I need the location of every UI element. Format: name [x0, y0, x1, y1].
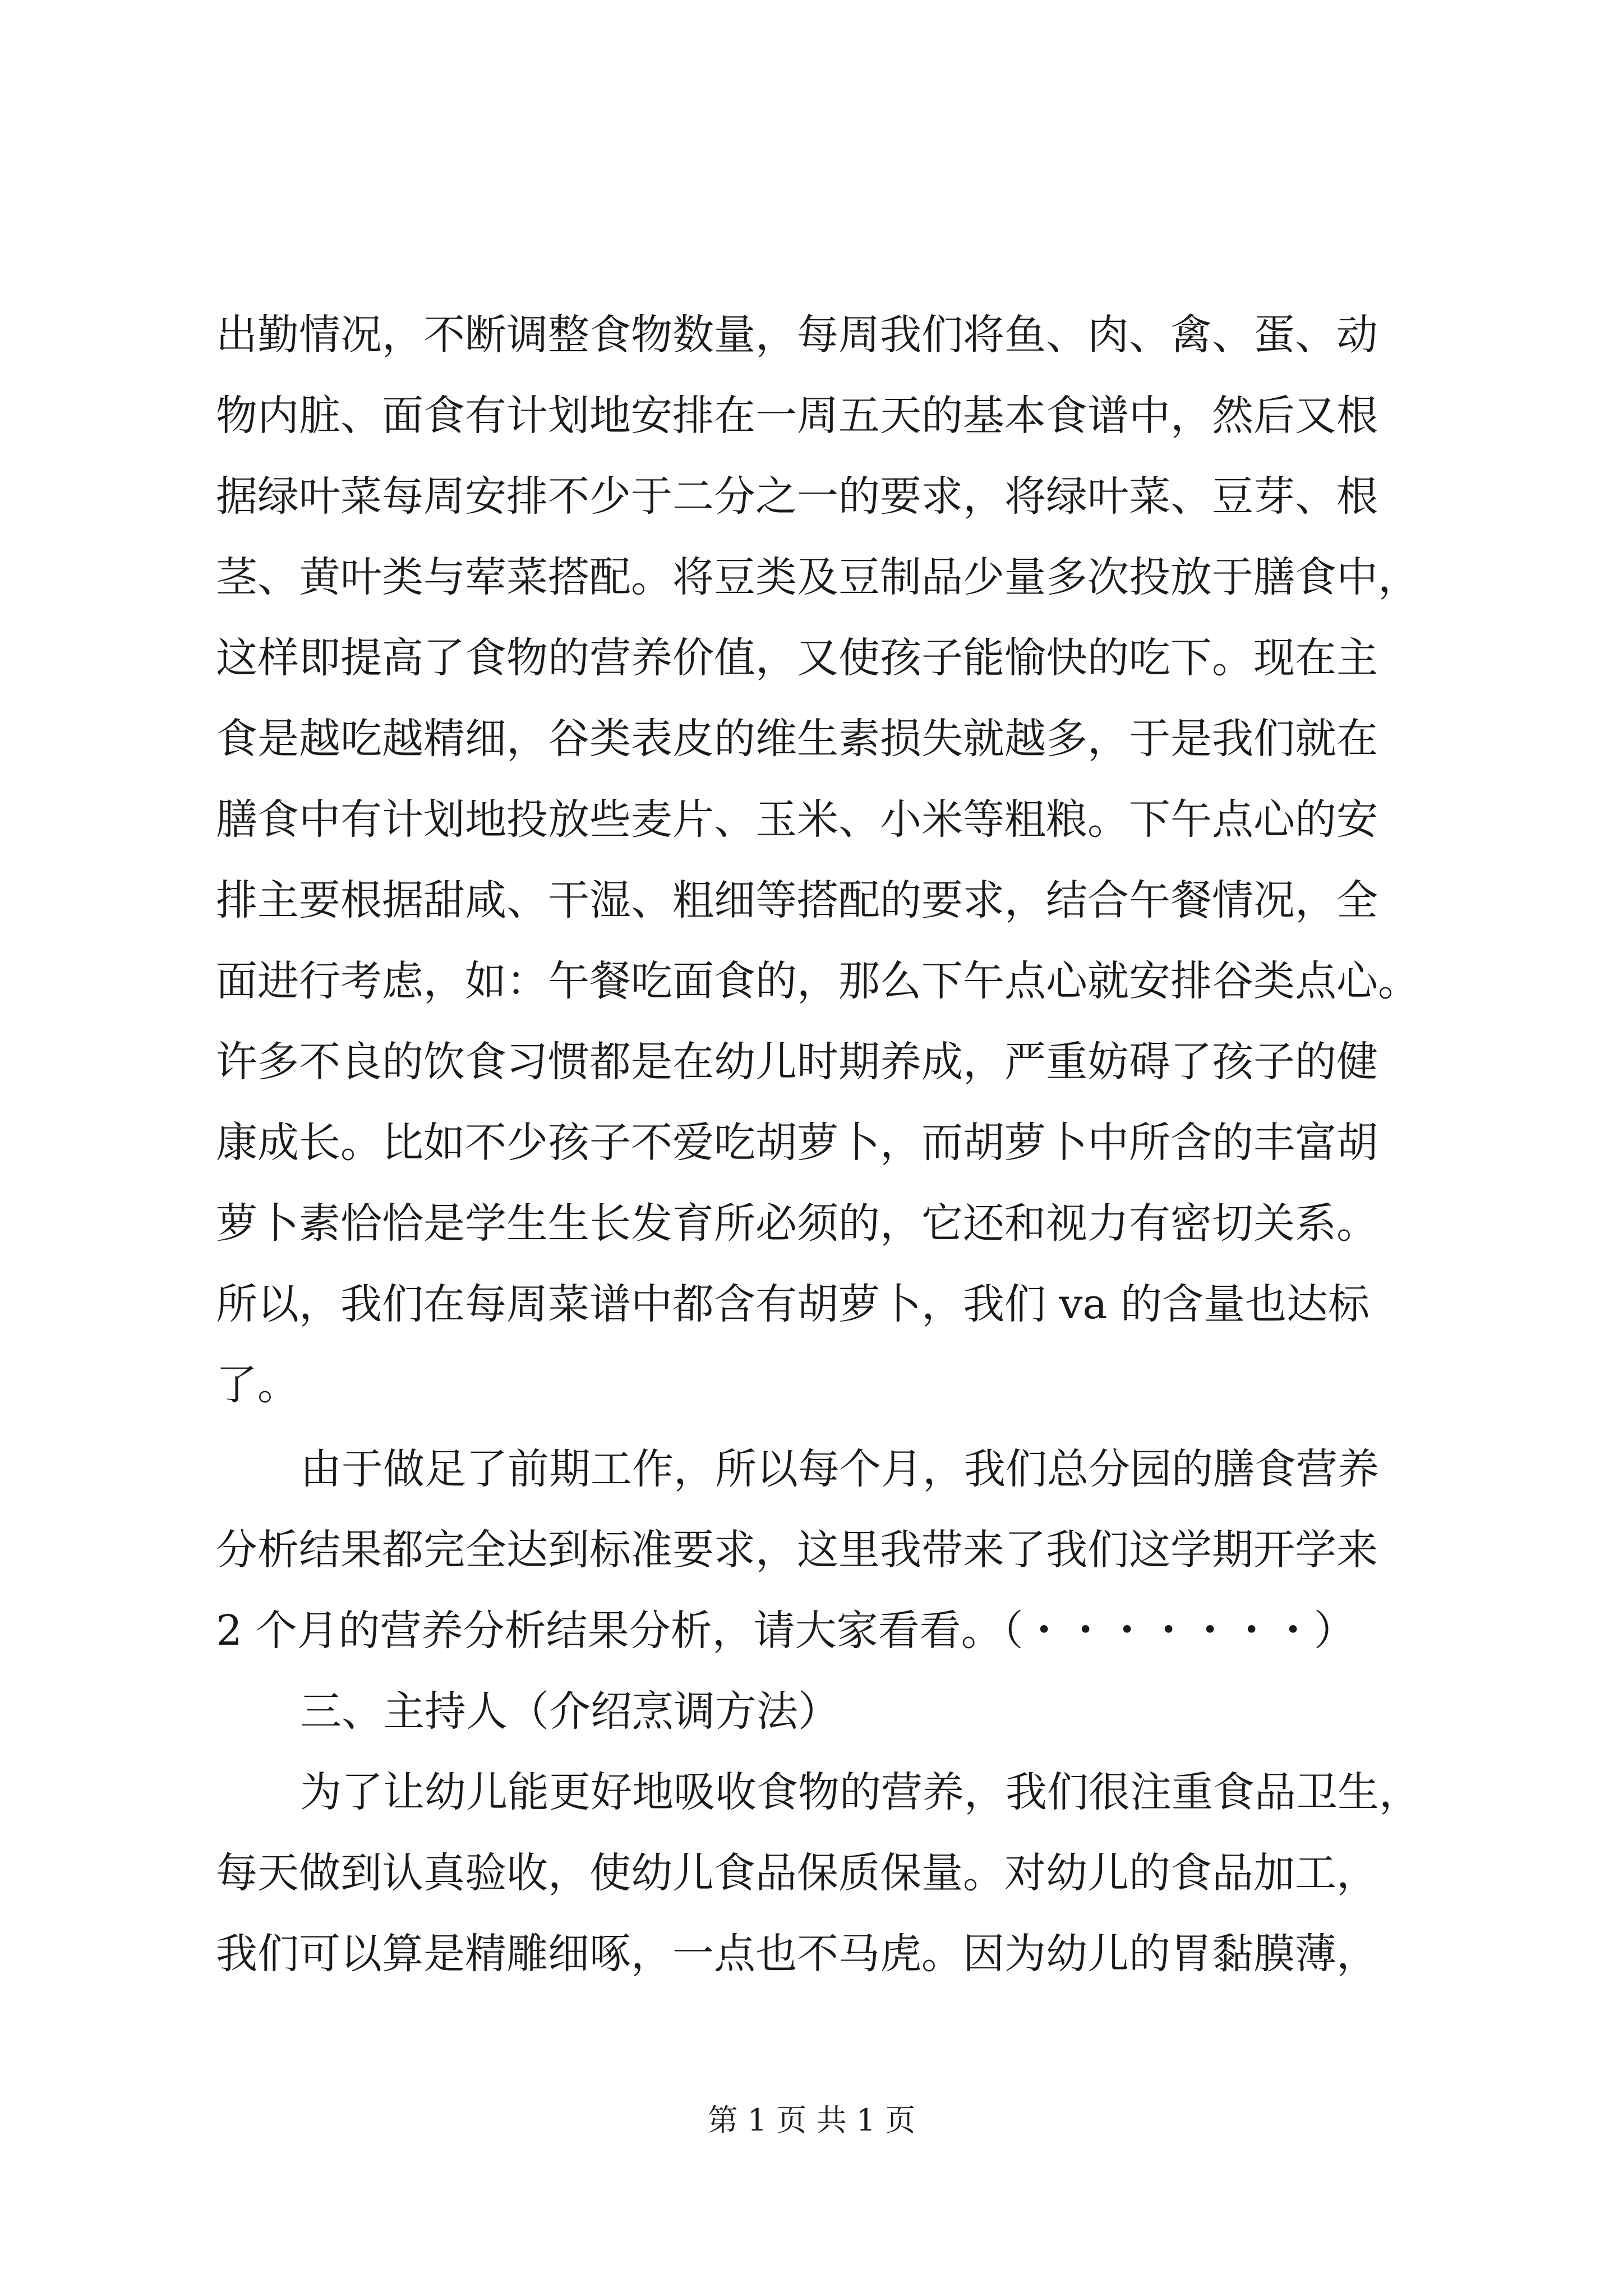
text-line: 茎、黄叶类与荤菜搭配。将豆类及豆制品少量多次投放于膳食中， [216, 553, 1419, 601]
text-line: 康成长。比如不少孩子不爱吃胡萝卜，而胡萝卜中所含的丰富胡 [216, 1119, 1378, 1167]
page-footer: 第 1 页 共 1 页 [707, 2102, 916, 2138]
text-line: 面进行考虑，如：午餐吃面食的，那么下午点心就安排谷类点心。 [216, 957, 1419, 1005]
text-line: 我们可以算是精雕细啄，一点也不马虎。因为幼儿的胃黏膜薄， [216, 1930, 1378, 1978]
text-line: 据绿叶菜每周安排不少于二分之一的要求，将绿叶菜、豆芽、根 [216, 472, 1378, 521]
text-line: 出勤情况，不断调整食物数量，每周我们将鱼、肉、禽、蛋、动 [216, 311, 1378, 359]
text-line: 许多不良的饮食习惯都是在幼儿时期养成，严重妨碍了孩子的健 [216, 1038, 1378, 1086]
text-line: 这样即提高了食物的营养价值，又使孩子能愉快的吃下。现在主 [216, 634, 1378, 682]
paragraph-start-line: 为了让幼儿能更好地吸收食物的营养，我们很注重食品卫生， [300, 1768, 1421, 1816]
text-line: 所以，我们在每周菜谱中都含有胡萝卜，我们 va 的含量也达标 [216, 1280, 1370, 1328]
text-line: 了。 [216, 1361, 299, 1409]
section-heading: 三、主持人（介绍烹调方法） [300, 1687, 840, 1736]
text-line: 物内脏、面食有计划地安排在一周五天的基本食谱中，然后又根 [216, 392, 1378, 440]
text-line: 每天做到认真验收，使幼儿食品保质保量。对幼儿的食品加工， [216, 1849, 1378, 1897]
text-line: 膳食中有计划地投放些麦片、玉米、小米等粗粮。下午点心的安 [216, 795, 1378, 844]
document-body [216, 295, 1422, 1994]
paragraph-start-line: 由于做足了前期工作，所以每个月，我们总分园的膳食营养 [300, 1445, 1379, 1493]
text-line: 分析结果都完全达到标准要求，这里我带来了我们这学期开学来 [216, 1526, 1378, 1574]
text-line: 排主要根据甜咸、干湿、粗细等搭配的要求，结合午餐情况，全 [216, 876, 1378, 924]
text-line: 食是越吃越精细，谷类表皮的维生素损失就越多，于是我们就在 [216, 715, 1378, 763]
text-line: 萝卜素恰恰是学生生长发育所必须的，它还和视力有密切关系。 [216, 1199, 1378, 1248]
text-line: 2 个月的营养分析结果分析，请大家看看。（・・・・・・・） [216, 1607, 1355, 1655]
